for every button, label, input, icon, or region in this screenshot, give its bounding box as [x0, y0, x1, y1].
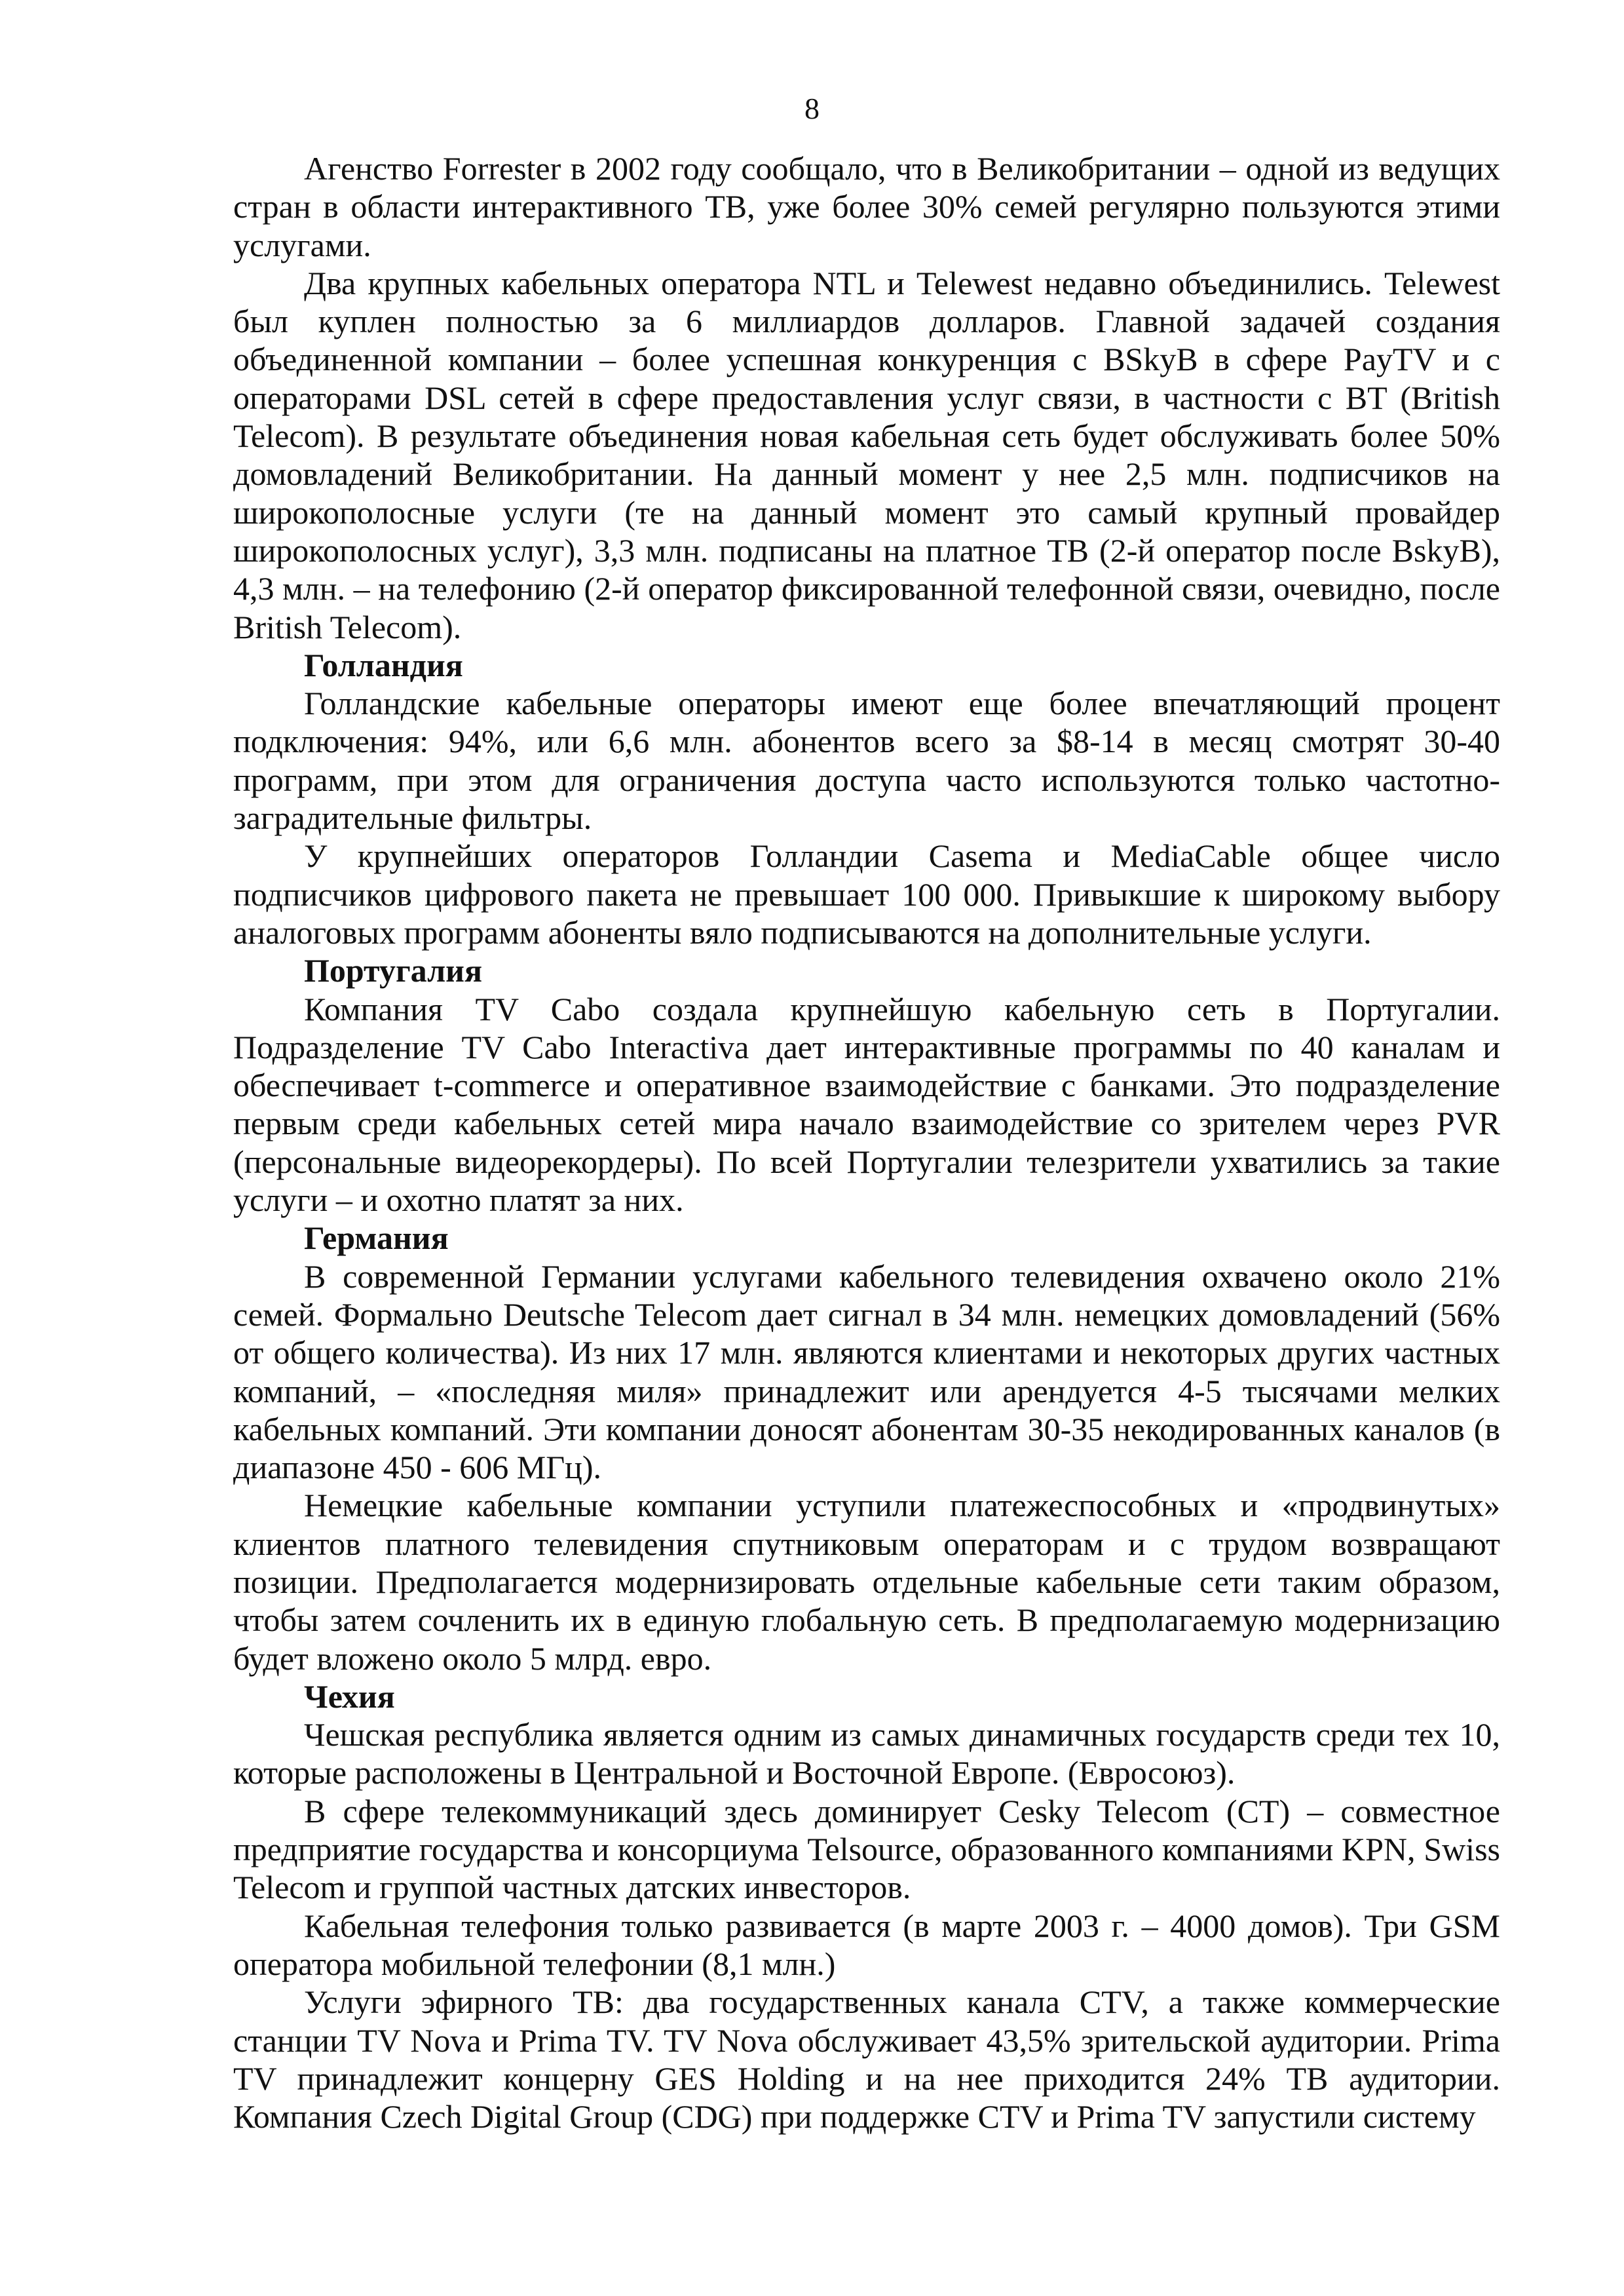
- paragraph-czech-1: Чешская республика является одним из самых динамичных государств среди тех 10, которые расположены в Центральной и Восточной Европе. (Евросоюз).: [233, 1716, 1500, 1791]
- paragraph-uk-forrester: Агенство Forrester в 2002 году сообщало, что в Великобритании – одной из ведущих стран в области интерактивного ТВ, уже более 30% семей регулярно пользуются этими услугами.: [233, 150, 1500, 263]
- paragraph-germany-1: В современной Германии услугами кабельного телевидения охвачено около 21% семей. Формально Deutsche Telecom дает сигнал в 34 млн. немецких домовладений (56% от общего количества). Из них 17 млн. являются клиентами и некоторых других частных компаний, – «последняя миля» принадлежит или арендуется 4-5 тысячами мелких кабельных компаний. Эти компании доносят абонентам 30-35 некодированных каналов (в диапазоне 450 - 606 МГц).: [233, 1257, 1500, 1486]
- paragraph-netherlands-1: Голландские кабельные операторы имеют еще более впечатляющий процент подключения: 94%, или 6,6 млн. абонентов всего за $8-14 в месяц смотрят 30-40 программ, при этом для ограничения доступа часто используются только частотно-заградительные фильтры.: [233, 685, 1500, 837]
- section-heading-portugal: Португалия: [304, 952, 482, 989]
- page-number: 8: [804, 92, 820, 125]
- section-heading-germany: Германия: [304, 1219, 449, 1257]
- document-body: [233, 149, 1500, 2135]
- section-heading-netherlands: Голландия: [304, 646, 463, 683]
- paragraph-czech-2: В сфере телекоммуникаций здесь доминирует Cesky Telecom (CT) – совместное предприятие государства и консорциума Telsource, образованного компаниями KPN, Swiss Telecom и группой частных датских инвесторов.: [233, 1792, 1500, 1906]
- section-heading-czech: Чехия: [304, 1677, 395, 1715]
- paragraph-germany-2: Немецкие кабельные компании уступили платежеспособных и «продвинутых» клиентов платного телевидения спутниковым операторам и с трудом возвращают позиции. Предполагается модернизировать отдельные кабельные сети таким образом, чтобы затем сочленить их в единую глобальную сеть. В предполагаемую модернизацию будет вложено около 5 млрд. евро.: [233, 1487, 1500, 1677]
- paragraph-czech-3: Кабельная телефония только развивается (в марте 2003 г. – 4000 домов). Три GSM оператора мобильной телефонии (8,1 млн.): [233, 1907, 1500, 1982]
- paragraph-uk-ntl-telewest: Два крупных кабельных оператора NTL и Telewest недавно объединились. Telewest был куплен полностью за 6 миллиардов долларов. Главной задачей создания объединенной компании – более успешная конкуренция с BSkyB в сфере PayTV и с операторами DSL сетей в сфере предоставления услуг связи, в частности с BT (British Telecom). В результате объединения новая кабельная сеть будет обслуживать более 50% домовладений Великобритании. На данный момент у нее 2,5 млн. подписчиков на широкополосные услуги (те на данный момент это самый крупный провайдер широкополосных услуг), 3,3 млн. подписаны на платное ТВ (2-й оператор после BskyB), 4,3 млн. – на телефонию (2-й оператор фиксированной телефонной связи, очевидно, после British Telecom).: [233, 264, 1500, 645]
- paragraph-czech-4: Услуги эфирного ТВ: два государственных канала CTV, а также коммерческие станции TV Nova и Prima TV. TV Nova обслуживает 43,5% зрительской аудитории. Prima TV принадлежит концерну GES Holding и на нее приходится 24% ТВ аудитории. Компания Czech Digital Group (CDG) при поддержке CTV и Prima TV запустили систему: [233, 1983, 1500, 2135]
- paragraph-portugal-1: Компания TV Cabo создала крупнейшую кабельную сеть в Португалии. Подразделение TV Cabo Interactiva дает интерактивные программы по 40 каналам и обеспечивает t-commerce и оперативное взаимодействие с банками. Это подразделение первым среди кабельных сетей мира начало взаимодействие со зрителем через PVR (персональные видеорекордеры). По всей Португалии телезрители ухватились за такие услуги – и охотно платят за них.: [233, 990, 1500, 1219]
- paragraph-netherlands-2: У крупнейших операторов Голландии Casema и MediaCable общее число подписчиков цифрового пакета не превышает 100 000. Привыкшие к широкому выбору аналоговых программ абоненты вяло подписываются на дополнительные услуги.: [233, 837, 1500, 951]
